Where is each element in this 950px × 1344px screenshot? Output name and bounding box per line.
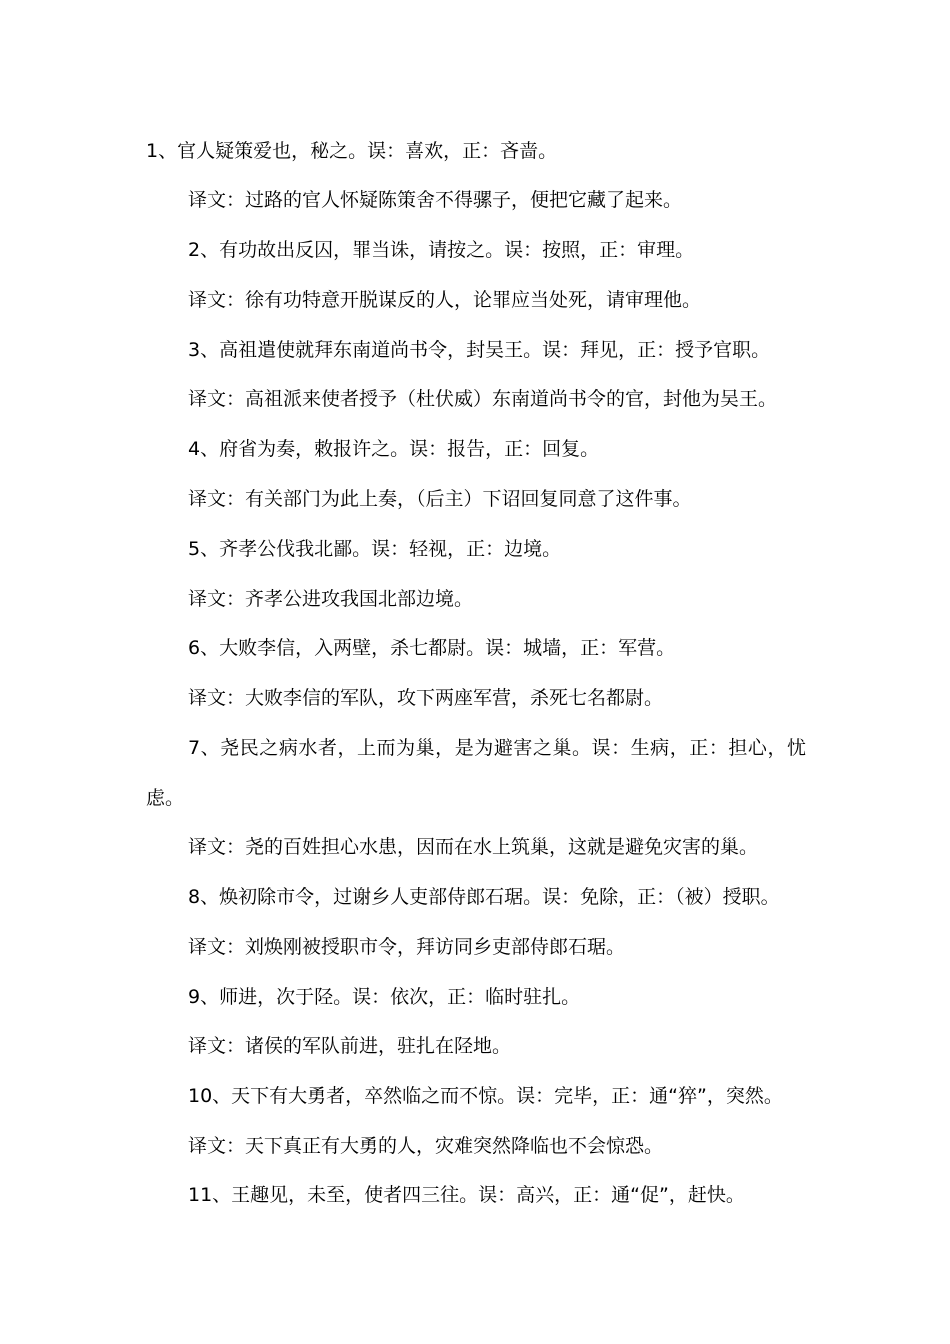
translation-4: 译文：有关部门为此上奏，（后主）下诏回复同意了这件事。 [188, 488, 692, 510]
paragraph-7: 7、尧民之病水者，上而为巢，是为避害之巢。误：生病，正：担心，忧虑。 [146, 737, 806, 809]
translation-9: 译文：诸侯的军队前进，驻扎在陉地。 [188, 1035, 512, 1057]
translation-1: 译文：过路的官人怀疑陈策舍不得骡子，便把它藏了起来。 [188, 189, 683, 211]
translation-10: 译文：天下真正有大勇的人，灾难突然降临也不会惊恐。 [188, 1135, 664, 1157]
paragraph-2: 2、有功故出反囚，罪当诛，请按之。误：按照，正：审理。 [188, 239, 695, 261]
translation-8: 译文：刘焕刚被授职市令，拜访同乡吏部侍郎石琚。 [188, 936, 626, 958]
translation-6: 译文：大败李信的军队，攻下两座军营，杀死七名都尉。 [188, 687, 664, 709]
paragraph-4: 4、府省为奏，敕报许之。误：报告，正：回复。 [188, 438, 600, 460]
translation-5: 译文：齐孝公进攻我国北部边境。 [188, 588, 474, 610]
translation-7: 译文：尧的百姓担心水患，因而在水上筑巢，这就是避免灾害的巢。 [188, 836, 759, 858]
paragraph-3: 3、高祖遣使就拜东南道尚书令，封吴王。误：拜见，正：授予官职。 [188, 339, 771, 361]
translation-3: 译文：高祖派来使者授予（杜伏威）东南道尚书令的官，封他为吴王。 [188, 388, 778, 410]
paragraph-10: 10、天下有大勇者，卒然临之而不惊。误：完毕，正：通“猝”，突然。 [188, 1085, 783, 1107]
paragraph-11: 11、王趣见，未至，使者四三往。误：高兴，正：通“促”，赶快。 [188, 1184, 745, 1206]
paragraph-8: 8、焕初除市令，过谢乡人吏部侍郎石琚。误：免除，正：（被）授职。 [188, 886, 780, 908]
paragraph-5: 5、齐孝公伐我北鄙。误：轻视，正：边境。 [188, 538, 562, 560]
paragraph-6: 6、大败李信，入两壁，杀七都尉。误：城墙，正：军营。 [188, 637, 676, 659]
translation-2: 译文：徐有功特意开脱谋反的人，论罪应当处死，请审理他。 [188, 289, 702, 311]
paragraph-1: 1、官人疑策爱也，秘之。误：喜欢，正：吝啬。 [146, 140, 558, 162]
paragraph-9: 9、师进，次于陉。误：依次，正：临时驻扎。 [188, 986, 581, 1008]
